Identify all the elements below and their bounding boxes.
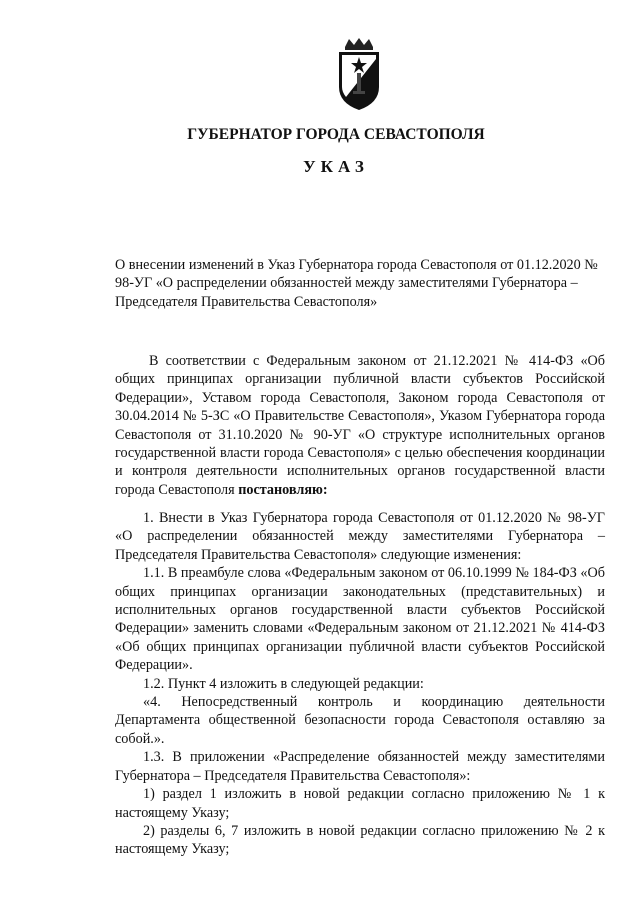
decree-preamble [115, 352, 605, 499]
decree-body [115, 509, 605, 859]
paragraph-quote-4: «4. Непосредственный контроль и координацию деятельности Департамента общественной безопасности города Севастополя оставляю за собой.». [115, 694, 605, 747]
sevastopol-coat-of-arms-icon [336, 37, 382, 111]
paragraph-1-2: 1.2. Пункт 4 изложить в следующей редакции: [143, 675, 424, 692]
org-title: ГУБЕРНАТОР ГОРОДА СЕВАСТОПОЛЯ [187, 126, 485, 143]
decree-word: постановляю: [238, 481, 328, 498]
paragraph-item-2: 2) разделы 6, 7 изложить в новой редакции согласно приложению № 2 к настоящему Указу; [115, 822, 605, 858]
paragraph-item-1: 1) раздел 1 изложить в новой редакции согласно приложению № 1 к настоящему Указу; [115, 786, 605, 821]
doc-type-title: УКАЗ [303, 157, 369, 176]
paragraph-1-3: 1.3. В приложении «Распределение обязанностей между заместителями Губернатора – Председателя Правительства Севастополя»: [115, 749, 605, 784]
decree-subject: О внесении изменений в Указ Губернатора города Севастополя от 01.12.2020 № 98-УГ «О распределении обязанностей между заместителями Губернатора – Председателя Правительства Севастополя» [115, 257, 598, 310]
preamble-text: В соответствии с Федеральным законом от 21.12.2021 № 414-ФЗ «Об общих принципах организации публичной власти субъектов Российской Федерации», Уставом города Севастополя, Законом города Севастополя от 30.04.2014 № 5-ЗС «О Правительстве Севастополя», Указом Губернатора города Севастополя от 31.10.2020 № 90-УГ «О структуре исполнительных органов государственной власти города Севастополя» с целью обеспечения координации и контроля деятельности исполнительных органов государственной власти города Севастополя [115, 353, 605, 498]
paragraph-1-1: 1.1. В преамбуле слова «Федеральным законом от 06.10.1999 № 184-ФЗ «Об общих принципах организации законодательных (представительных) и исполнительных органов государственной власти субъектов Российской Федерации» заменить словами «Федеральным законом от 21.12.2021 № 414-ФЗ «Об общих принципах организации публичной власти субъектов Российской Федерации». [115, 565, 605, 674]
paragraph-1: 1. Внести в Указ Губернатора города Севастополя от 01.12.2020 № 98-УГ «О распределении обязанностей между заместителями Губернатора – Председателя Правительства Севастополя» следующие изменения: [115, 510, 605, 563]
